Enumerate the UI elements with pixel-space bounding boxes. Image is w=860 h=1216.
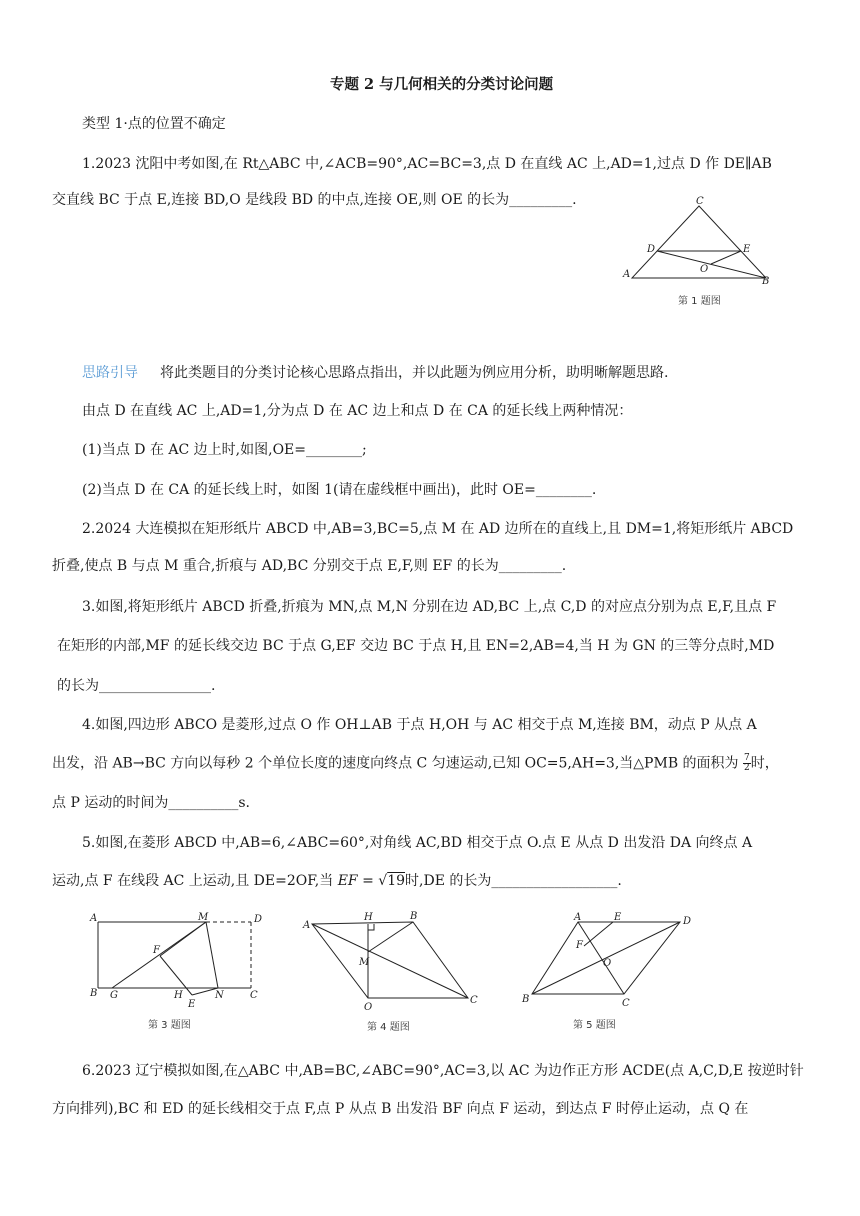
q1-label-o: O — [700, 264, 709, 275]
fig5-label-d: D — [683, 916, 692, 927]
fig3-label-b: B — [90, 988, 98, 999]
q2-line1: 2.2024 大连模拟在矩形纸片 ABCD 中,AB=3,BC=5,点 M 在 AD 边所在的直线上,且 DM=1,将矩形纸片 ABCD — [82, 521, 794, 537]
fig3-label-d: D — [254, 914, 263, 925]
guide-line1: 由点 D 在直线 AC 上,AD=1,分为点 D 在 AC 边上和点 D 在 CA 的延长线上两种情况： — [82, 403, 633, 419]
fig3-label-e: E — [188, 999, 196, 1010]
fig4-label-h: H — [364, 912, 373, 923]
guide-label: 思路引导 — [82, 365, 138, 381]
fig5-label-a: A — [574, 912, 582, 923]
q5-eq-lhs: EF = — [337, 873, 379, 889]
q4-line2-text: 出发，沿 AB→BC 方向以每秒 2 个单位长度的速度向终点 C 匀速运动,已知 OC=5,AH=3,当△PMB 的面积为 — [52, 755, 739, 772]
fig3-label-c: C — [250, 990, 258, 1001]
page-title: 专题 2 与几何相关的分类讨论问题 — [330, 76, 554, 93]
fig4-label-b: B — [410, 911, 418, 922]
q6-line2: 方向排列),BC 和 ED 的延长线相交于点 F,点 P 从点 B 出发沿 BF 向点 F 运动，到达点 F 时停止运动，点 Q 在 — [52, 1101, 749, 1117]
guide-line2: (1)当点 D 在 AC 边上时,如图,OE=________; — [82, 442, 367, 458]
q4-line1: 4.如图,四边形 ABCO 是菱形,过点 O 作 OH⊥AB 于点 H,OH 与 AC 相交于点 M,连接 BM，动点 P 从点 A — [82, 717, 757, 733]
q4-line2 — [52, 754, 779, 773]
q6-line1: 6.2023 辽宁模拟如图,在△ABC 中,AB=BC,∠ABC=90°,AC=3,以 AC 为边作正方形 ACDE(点 A,C,D,E 按逆时针 — [82, 1063, 804, 1079]
q1-label-b: B — [762, 276, 770, 287]
guide-row — [82, 364, 668, 382]
fig4-label-o: O — [364, 1002, 373, 1013]
type-heading: 类型 1·点的位置不确定 — [82, 116, 226, 132]
q1-label-a: A — [623, 269, 631, 280]
fig4-label-c: C — [470, 995, 478, 1006]
q4-line2-end: 时， — [750, 755, 779, 772]
fig3-label-h: H — [174, 990, 183, 1001]
q4-line3: 点 P 运动的时间为__________s. — [52, 795, 250, 811]
q1-line1: 1.2023 沈阳中考如图,在 Rt△ABC 中,∠ACB=90°,AC=BC=3,点 D 在直线 AC 上,AD=1,过点 D 作 DE∥AB — [82, 156, 772, 172]
fig3-label-n: N — [215, 990, 224, 1001]
q5-line2: 运动,点 F 在线段 AC 上运动,且 DE=2OF,当 EF = √19时,DE 的长为__________________. — [52, 873, 622, 889]
fig5-label-f: F — [576, 940, 583, 951]
q3-line1: 3.如图,将矩形纸片 ABCD 折叠,折痕为 MN,点 M,N 分别在边 AD,BC 上,点 C,D 的对应点分别为点 E,F,且点 F — [82, 599, 777, 615]
q5-eq-sqrt: 19 — [387, 873, 406, 889]
q3-figure — [88, 910, 268, 1010]
fig3-label-m: M — [198, 912, 209, 923]
q1-label-d: D — [647, 244, 656, 255]
fig3-caption: 第 3 题图 — [148, 1020, 191, 1031]
guide-line3: (2)当点 D 在 CA 的延长线上时，如图 1(请在虚线框中画出)，此时 OE=________. — [82, 482, 597, 498]
q3-line2: 在矩形的内部,MF 的延长线交边 BC 于点 G,EF 交边 BC 于点 H,且 EN=2,AB=4,当 H 为 GN 的三等分点时,MD — [57, 638, 775, 654]
fig5-label-b: B — [522, 994, 530, 1005]
fig4-label-a: A — [303, 920, 311, 931]
q4-frac-num: 7 — [744, 753, 750, 763]
q1-label-c: C — [696, 196, 704, 207]
q4-figure — [300, 910, 480, 1013]
q5-line2-end: 时,DE 的长为__________________. — [405, 873, 622, 889]
q5-line2-text: 运动,点 F 在线段 AC 上运动,且 DE=2OF,当 — [52, 873, 338, 889]
q1-figure — [622, 196, 772, 286]
q5-line1: 5.如图,在菱形 ABCD 中,AB=6,∠ABC=60°,对角线 AC,BD 相交于点 O.点 E 从点 D 出发沿 DA 向终点 A — [82, 835, 753, 851]
fig5-caption: 第 5 题图 — [573, 1020, 616, 1031]
q1-line2: 交直线 BC 于点 E,连接 BD,O 是线段 BD 的中点,连接 OE,则 OE 的长为_________. — [52, 192, 577, 208]
fig4-caption: 第 4 题图 — [367, 1022, 410, 1033]
fig5-label-e: E — [614, 912, 622, 923]
fig3-label-a: A — [90, 913, 98, 924]
fig4-label-m: M — [359, 957, 370, 968]
q4-frac-den: 2 — [744, 763, 750, 773]
q5-figure — [520, 910, 690, 1010]
q1-caption: 第 1 题图 — [678, 296, 721, 307]
q1-label-e: E — [743, 244, 751, 255]
fig3-label-g: G — [110, 990, 118, 1001]
fig5-label-o: O — [603, 958, 612, 969]
q3-line3: 的长为________________. — [57, 678, 216, 694]
q4-fraction — [743, 754, 751, 773]
fig5-label-c: C — [622, 998, 630, 1009]
guide-text: 将此类题目的分类讨论核心思路点指出，并以此题为例应用分析，助明晰解题思路. — [160, 365, 669, 381]
q2-line2: 折叠,使点 B 与点 M 重合,折痕与 AD,BC 分别交于点 E,F,则 EF 的长为_________. — [52, 558, 567, 574]
fig3-label-f: F — [153, 945, 160, 956]
